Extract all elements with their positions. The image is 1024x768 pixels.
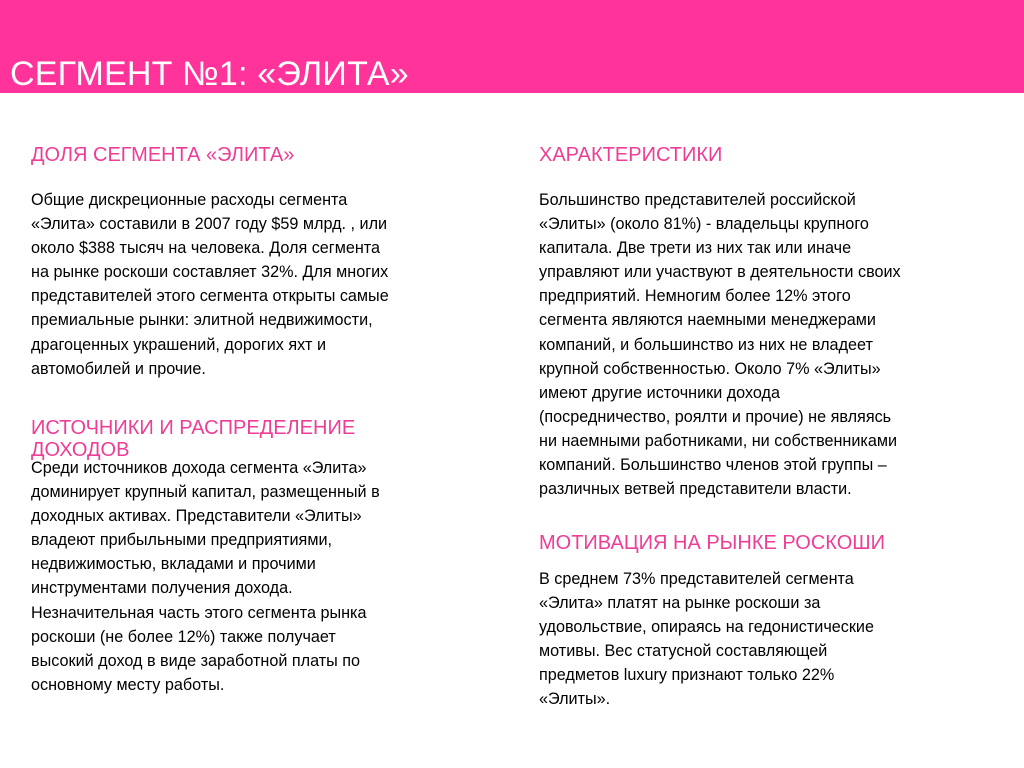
income-paragraph [31,456,380,697]
text-line: ни наемными работниками, ни собственниками [539,431,898,450]
text-line: «Элиты». [539,690,611,709]
text-line: высокий доход в виде заработной платы по [31,651,361,670]
text-line: «Элиты» (около 81%) - владельцы крупного [539,215,869,234]
text-line: представителей этого сегмента открыты самые [31,287,389,306]
text-line: Общие дискреционные расходы сегмента [31,191,348,209]
text-line: компаний, и большинство из них не владеет [539,335,873,354]
text-line: предметов luxury признают только 22% [539,666,835,685]
text-line: имеют другие источники дохода [539,383,781,402]
text-line: около $388 тысяч на человека. Доля сегмента [31,239,381,258]
text-line: владеют прибыльными предприятиями, [31,531,332,550]
heading-line: ДОХОДОВ [31,439,130,461]
slide-title: СЕГМЕНТ №1: «ЭЛИТА» [10,55,409,93]
text-line: «Элита» платят на рынке роскоши за [539,594,821,613]
text-line: доминирует крупный капитал, размещенный в [31,483,380,502]
text-line: Среди источников дохода сегмента «Элита» [31,459,367,477]
share-heading: ДОЛЯ СЕГМЕНТА «ЭЛИТА» [31,144,295,166]
text-line: компаний. Большинство членов этой группы – [539,456,887,475]
share-paragraph [31,188,389,381]
text-line: роскоши (не более 12%) также получает [31,627,336,646]
motivation-paragraph [539,567,874,712]
text-line: предприятий. Немногим более 12% этого [539,287,851,306]
text-line: В среднем 73% представителей сегмента [539,570,854,588]
text-line: драгоценных украшений, дорогих яхт и [31,335,327,354]
text-line: удовольствие, опираясь на гедонистические [539,618,874,637]
characteristics-paragraph [539,188,901,501]
text-line: на рынке роскоши составляет 32%. Для многих [31,263,389,282]
text-line: сегмента являются наемными менеджерами [539,311,876,330]
text-line: управляют или участвуют в деятельности своих [539,263,901,282]
text-line: доходных активах. Представители «Элиты» [31,507,362,526]
characteristics-heading: ХАРАКТЕРИСТИКИ [539,144,723,166]
text-line: крупной собственностью. Около 7% «Элиты» [539,359,881,378]
text-line: основному месту работы. [31,675,225,694]
heading-line: ИСТОЧНИКИ И РАСПРЕДЕЛЕНИЕ [31,417,356,439]
motivation-heading: МОТИВАЦИЯ НА РЫНКЕ РОСКОШИ [539,532,885,554]
text-line: недвижимостью, вкладами и прочими [31,555,316,574]
text-line: инструментами получения дохода. [31,579,293,598]
text-line: премиальные рынки: элитной недвижимости, [31,311,373,330]
text-line: различных ветвей представители власти. [539,480,852,499]
text-line: автомобилей и прочие. [31,359,206,378]
text-line: Большинство представителей российской [539,191,856,209]
text-line: Незначительная часть этого сегмента рынка [31,603,367,622]
text-line: (посредничество, роялти и прочие) не являясь [539,407,892,426]
text-line: капитала. Две трети из них так или иначе [539,239,852,258]
text-line: мотивы. Вес статусной составляющей [539,642,828,661]
text-line: «Элита» составили в 2007 году $59 млрд. , или [31,215,388,234]
